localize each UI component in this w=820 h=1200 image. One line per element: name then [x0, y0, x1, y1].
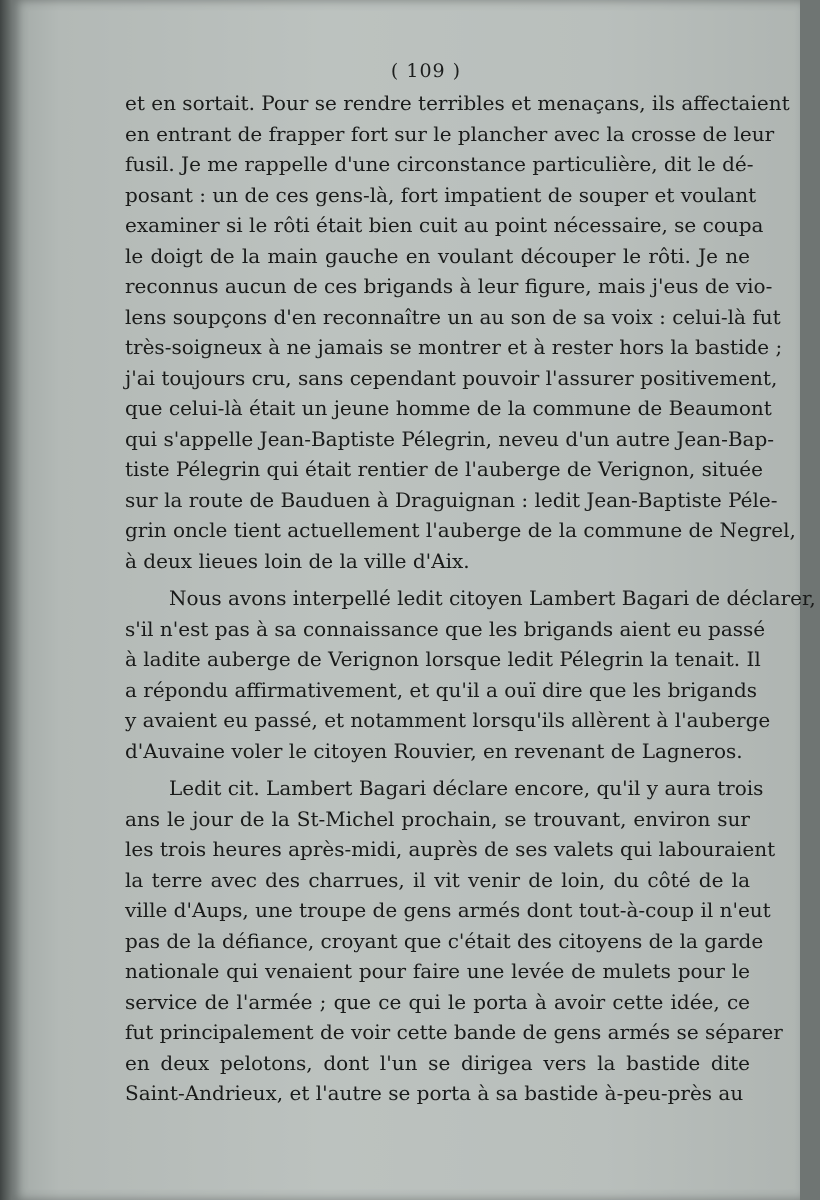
text-line: service de l'armée ; que ce qui le porta à avoir cette idée, ce [125, 989, 750, 1014]
paragraph-gap [125, 576, 750, 583]
book-page [12, 0, 816, 1200]
paragraph [125, 88, 796, 576]
text-line: Nous avons interpellé ledit citoyen Lambert Bagari de déclarer, [169, 586, 816, 610]
text-line: fut principalement de voir cette bande de gens armés se séparer [125, 1020, 783, 1044]
text-line: en deux pelotons, dont l'un se dirigea vers la bastide dite [125, 1050, 750, 1075]
text-line: très-soigneux à ne jamais se montrer et à rester hors la bastide ; [125, 335, 783, 359]
text-line: nationale qui venaient pour faire une levée de mulets pour le [125, 959, 750, 983]
text-line: d'Auvaine voler le citoyen Rouvier, en revenant de Lagneros. [125, 738, 743, 763]
text-line: fusil. Je me rappelle d'une circonstance particulière, dit le dé- [125, 152, 754, 176]
text-line: à ladite auberge de Verignon lorsque ledit Pélegrin la tenait. Il [125, 647, 761, 671]
text-line: grin oncle tient actuellement l'auberge de la commune de Negrel, [125, 518, 796, 542]
text-line: ans le jour de la St-Michel prochain, se trouvant, environ sur [125, 806, 750, 831]
paragraph-gap [125, 766, 750, 773]
text-line: sur la route de Bauduen à Draguignan : ledit Jean-Baptiste Péle- [125, 487, 778, 512]
text-line: la terre avec des charrues, il vit venir de loin, du côté de la [125, 867, 750, 892]
text-line: reconnus aucun de ces brigands à leur figure, mais j'eus de vio- [125, 274, 773, 298]
page-body-text [125, 88, 816, 1109]
text-line: qui s'appelle Jean-Baptiste Pélegrin, neveu d'un autre Jean-Bap- [125, 426, 775, 451]
text-line: en entrant de frapper fort sur le plancher avec la crosse de leur [125, 121, 775, 146]
text-line: tiste Pélegrin qui était rentier de l'auberge de Verignon, située [125, 457, 763, 481]
text-line: Ledit cit. Lambert Bagari déclare encore, qu'il y aura trois [169, 776, 764, 800]
text-line: examiner si le rôti était bien cuit au point nécessaire, se coupa [125, 213, 764, 237]
text-line: a répondu affirmativement, et qu'il a ouï dire que les brigands [125, 677, 758, 702]
paragraph [125, 773, 783, 1109]
text-line: les trois heures après-midi, auprès de ses valets qui labouraient [125, 837, 776, 861]
text-line: Saint-Andrieux, et l'autre se porta à sa bastide à-peu-près au [125, 1081, 744, 1105]
text-line: y avaient eu passé, et notamment lorsqu'ils allèrent à l'auberge [125, 708, 771, 732]
text-line: s'il n'est pas à sa connaissance que les brigands aient eu passé [125, 616, 766, 641]
page-number: ( 109 ) [390, 60, 462, 82]
text-line: à deux lieues loin de la ville d'Aix. [125, 548, 470, 573]
paragraph [125, 583, 816, 766]
text-line: ville d'Aups, une troupe de gens armés dont tout-à-coup il n'eut [125, 898, 771, 922]
text-line: pas de la défiance, croyant que c'était des citoyens de la garde [125, 928, 764, 953]
text-line: et en sortait. Pour se rendre terribles et menaçans, ils affectaient [125, 91, 790, 115]
text-line: le doigt de la main gauche en voulant découper le rôti. Je ne [125, 243, 750, 268]
text-line: que celui-là était un jeune homme de la commune de Beaumont [125, 396, 772, 420]
text-line: lens soupçons d'en reconnaître un au son de sa voix : celui-là fut [125, 304, 781, 329]
text-line: posant : un de ces gens-là, fort impatient de souper et voulant [125, 182, 757, 207]
text-line: j'ai toujours cru, sans cependant pouvoir l'assurer positivement, [125, 365, 778, 390]
